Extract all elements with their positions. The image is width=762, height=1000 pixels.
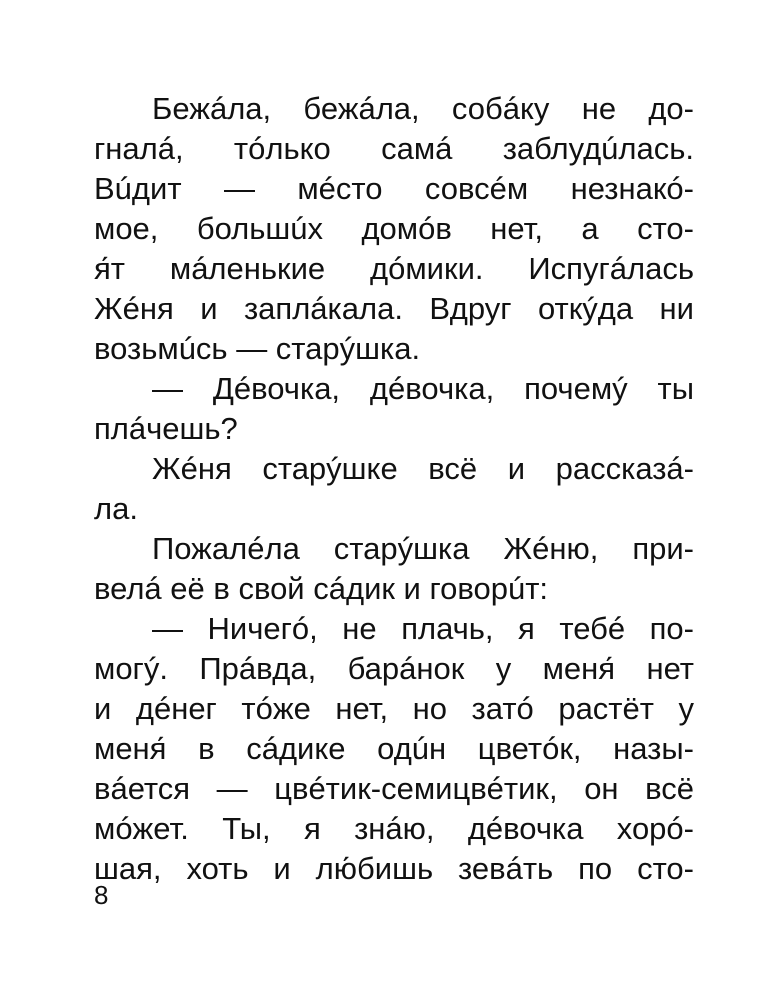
text-line-6: Жéня и заплáкала. Вдруг откýда ни xyxy=(94,291,694,326)
text-line-1: Бежáла, бежáла, собáку не до- xyxy=(152,91,694,126)
page-number: 8 xyxy=(94,880,109,910)
text-line-15: могý. Прáвда, барáнок у меня́ нет xyxy=(94,651,694,686)
text-line-11: ла. xyxy=(94,491,138,526)
text-line-13: велá её в свой сáдик и говорúт: xyxy=(94,571,549,606)
text-line-12: Пожалéла старýшка Жéню, при- xyxy=(152,531,694,566)
text-line-20: шая, хоть и лю́бишь зевáть по сто- xyxy=(94,851,694,886)
text-line-4: мое, большúх домóв нет, а сто- xyxy=(94,211,694,246)
text-line-19: мóжет. Ты, я знáю, дéвочка хорó- xyxy=(94,811,694,846)
story-text xyxy=(94,89,694,889)
text-line-9: плáчешь? xyxy=(94,411,238,446)
text-line-18: вáется — цвéтик-семицвéтик, он всё xyxy=(94,771,694,806)
text-line-17: меня́ в сáдике одúн цветóк, назы- xyxy=(94,731,694,766)
text-line-5: я́т мáленькие дóмики. Испугáлась xyxy=(94,251,694,286)
text-line-3: Вúдит — мéсто совсéм незнакó- xyxy=(94,171,694,206)
text-line-7: возьмúсь — старýшка. xyxy=(94,331,421,366)
text-line-16: и дéнег тóже нет, но затó растёт у xyxy=(94,691,694,726)
text-line-8: — Дéвочка, дéвочка, почемý ты xyxy=(152,371,694,406)
text-line-2: гналá, тóлько самá заблудúлась. xyxy=(94,131,694,166)
text-line-14: — Ничегó, не плачь, я тебé по- xyxy=(152,611,694,646)
text-line-10: Жéня старýшке всё и рассказá- xyxy=(152,451,694,486)
